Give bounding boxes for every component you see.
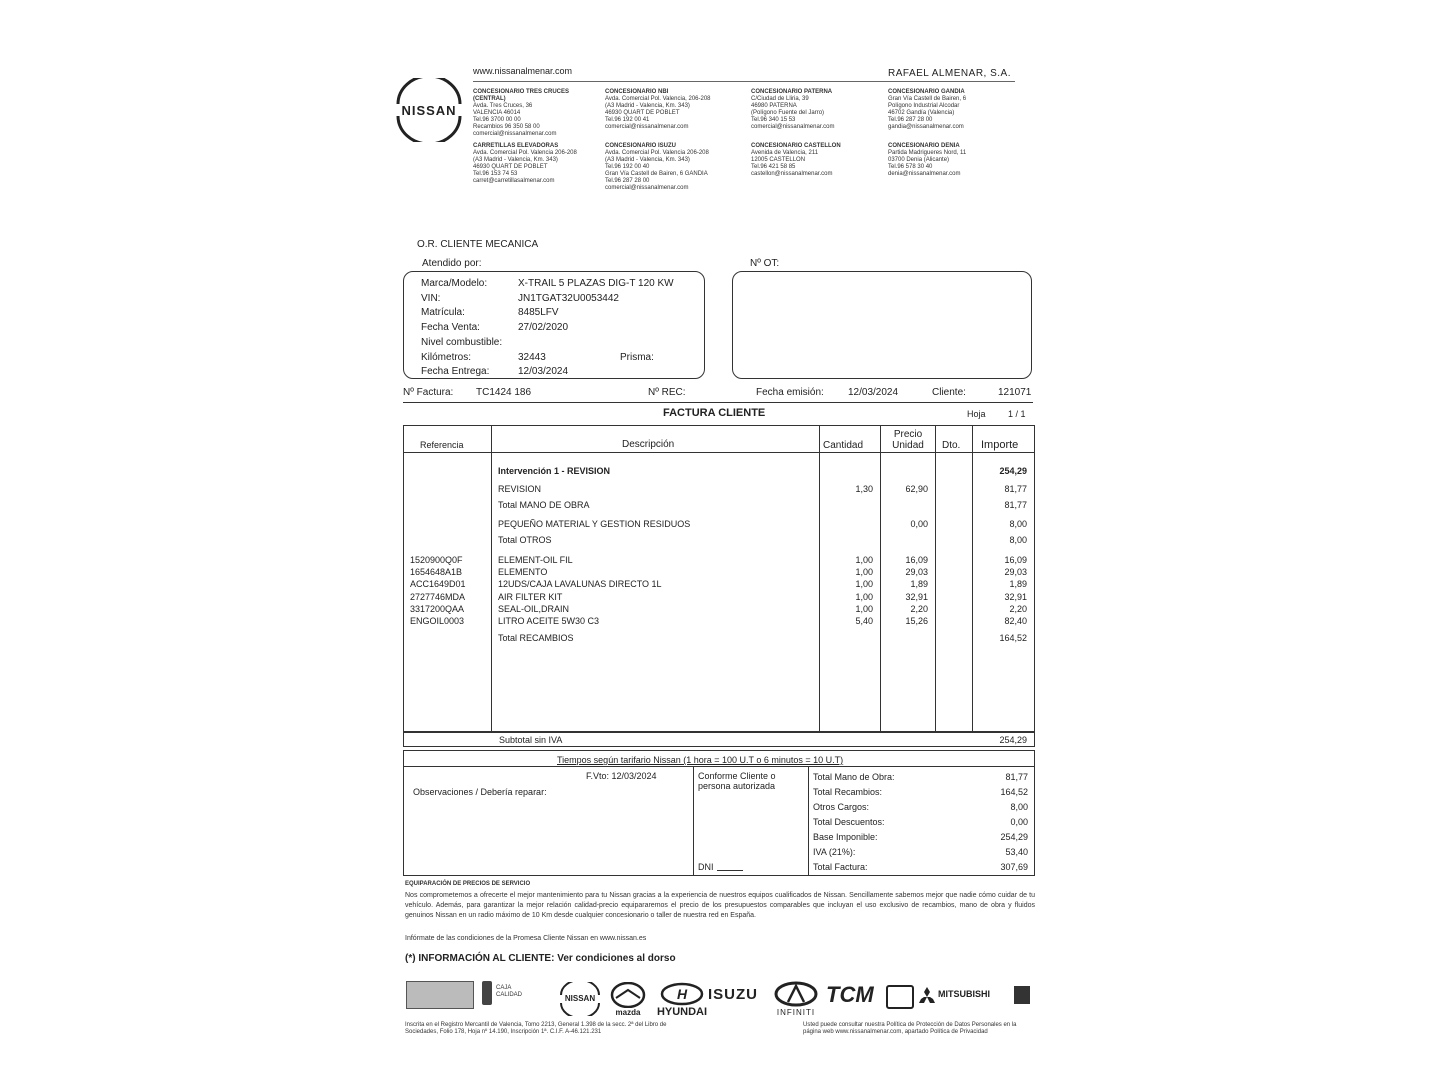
- table-header-rule: [403, 452, 1035, 453]
- vehicle-field-label: Matrícula:: [421, 307, 465, 319]
- row-price: 32,91: [905, 592, 928, 602]
- mazda-brand: [608, 982, 648, 1020]
- calidad-icon: [482, 981, 492, 1005]
- dealer-line: 46930 QUART DE POBLET: [605, 110, 680, 116]
- dealer-line: C/Ciudad de Lliria, 39: [751, 96, 809, 102]
- row-amount: 29,03: [1004, 567, 1027, 577]
- dealer-line: VALENCIA 46014: [473, 110, 521, 116]
- row-desc: LITRO ACEITE 5W30 C3: [498, 616, 600, 626]
- client-info: (*) INFORMACIÓN AL CLIENTE: Ver condiciones al dorso: [405, 953, 676, 964]
- total-value: 81,77: [1005, 772, 1028, 782]
- row-ref: 2727746MDA: [410, 592, 466, 602]
- row-desc: PEQUEÑO MATERIAL Y GESTION RESIDUOS: [498, 519, 691, 529]
- dealer-line: Tel.96 340 15 53: [751, 117, 796, 123]
- tcm-emblem-icon: [886, 985, 914, 1009]
- vehicle-field-label: Marca/Modelo:: [421, 278, 488, 289]
- row-ref: ENGOIL0003: [410, 616, 465, 626]
- dealer-block: [751, 89, 879, 131]
- mazda-text: mazda: [615, 1008, 641, 1017]
- rec-label: Nº REC:: [648, 387, 686, 398]
- dealer-line: Avda. Tres Cruces, 36: [473, 103, 533, 109]
- vehicle-field-value: 27/02/2020: [518, 322, 569, 334]
- dealer-name: CONCESIONARIO TRES CRUCES (CENTRAL): [473, 89, 570, 102]
- dealer-line: comercial@nissanalmenar.com: [605, 185, 689, 191]
- row-ref: 1654648A1B: [410, 567, 463, 577]
- legal-title: EQUIPARACIÓN DE PRECIOS DE SERVICIO: [405, 881, 531, 887]
- dealer-block: [473, 89, 601, 138]
- observaciones-label: Observaciones / Debería reparar:: [413, 787, 547, 797]
- row-desc: REVISION: [498, 484, 542, 494]
- row-price: 2,20: [910, 604, 928, 614]
- header-qty: Cantidad: [823, 440, 864, 451]
- total-value: 53,40: [1005, 847, 1028, 857]
- dealer-line: (Polígono Fuente del Jarro): [751, 110, 825, 116]
- dealer-line: Tel.96 287 28 00: [605, 178, 650, 184]
- nissan-brand-text: NISSAN: [564, 994, 596, 1003]
- hyundai-brand: [652, 982, 712, 1020]
- row-amount: 82,40: [1004, 616, 1027, 626]
- calidad-text: CAJA CALIDAD: [496, 985, 523, 998]
- dealer-block: [473, 143, 601, 185]
- row-amount: 16,09: [1004, 555, 1027, 565]
- registry-text: Inscrita en el Registro Mercantil de Valencia, Tomo 2213, General 1.398 de la secc. 2ª del Libro de Sociedades, Folio 178, Hoja nº 14.190, Inscripción 1ª. C.I.F. A-46.121.231: [405, 1022, 667, 1035]
- dealer-name: CONCESIONARIO NBI: [605, 89, 669, 95]
- total-label: Total Descuentos:: [813, 817, 885, 827]
- row-price: 1,89: [910, 579, 928, 589]
- row-amount: 8,00: [1009, 535, 1027, 545]
- total-value: 164,52: [1000, 787, 1028, 797]
- dealer-block: [888, 143, 1016, 178]
- dealer-name: CONCESIONARIO GANDIA: [888, 89, 965, 95]
- nissan-logo-text: NISSAN: [401, 103, 457, 118]
- dealer-line: 12005 CASTELLON: [751, 157, 806, 163]
- header-rule: [473, 81, 1015, 82]
- nissan-brand: [556, 982, 604, 1016]
- dealer-line: Avda. Comercial Pol. Valencia 206-208: [473, 150, 577, 156]
- legal-text-2: Infórmate de las condiciones de la Promesa Cliente Nissan en www.nissan.es: [405, 935, 647, 942]
- conforme-label: Conforme Cliente o persona autorizada: [698, 771, 776, 791]
- cliente-label: Cliente:: [932, 387, 966, 398]
- invoice-rule: [403, 402, 1033, 403]
- row-ref: 1520900Q0F: [410, 555, 463, 565]
- dealer-line: carret@carretillasalmenar.com: [473, 178, 555, 184]
- dealer-line: 46980 PATERNA: [751, 103, 797, 109]
- subtotal-value: 254,29: [999, 735, 1027, 745]
- row-desc: SEAL-OIL,DRAIN: [498, 604, 570, 614]
- row-amount: 1,89: [1009, 579, 1027, 589]
- dealer-block: [605, 89, 733, 131]
- mitsubishi-brand: [918, 986, 936, 1009]
- total-label: Total Factura:: [813, 862, 868, 872]
- dealer-line: 46930 QUART DE POBLET: [473, 164, 548, 170]
- row-price: 0,00: [910, 519, 928, 529]
- privacy-text: Usted puede consultar nuestra Política de Protección de Datos Personales en la página web www.nissanalmenar.com, apartado Política de Privacidad: [803, 1022, 1017, 1035]
- row-amount: 2,20: [1009, 604, 1027, 614]
- vehicle-field-value: X-TRAIL 5 PLAZAS DIG-T 120 KW: [518, 278, 674, 289]
- nissan-logo: [388, 78, 470, 142]
- hoja-label: Hoja: [967, 409, 986, 419]
- dealer-line: denia@nissanalmenar.com: [888, 171, 961, 177]
- dealer-line: Gran Vía Castell de Bairen, 6: [888, 96, 967, 102]
- legal-text: Nos comprometemos a ofrecerte el mejor mantenimiento para tu Nissan gracias a la experiencia de nuestros equipos cualificados de Nissan. Sencillamente sabemos mejor que nadie cómo cuidar de tu vehículo. Además, para garantizar la mejor relación calidad-precio equipararemos el precio de los presupuestos comparables que incluyan el uso exclusivo de recambios, mano de obra y fluidos genuinos Nissan en un radio máximo de 10 Km desde cualquier concesionario o taller de nuestra red en España.: [405, 892, 1035, 919]
- row-qty: 1,00: [855, 592, 873, 602]
- row-qty: 1,30: [855, 484, 873, 494]
- row-desc: ELEMENT-OIL FIL: [498, 555, 573, 565]
- vehicle-field-label: VIN:: [421, 292, 441, 304]
- row-qty: 1,00: [855, 579, 873, 589]
- vehicle-field-label: Kilómetros:: [421, 351, 472, 363]
- row-desc: Total OTROS: [498, 535, 552, 545]
- total-value: 0,00: [1010, 817, 1028, 827]
- isuzu-logo: ISUZU: [708, 986, 758, 1003]
- dealer-line: Partida Madrigueres Nord, 11: [888, 150, 967, 156]
- fvto: F.Vto: 12/03/2024: [586, 771, 657, 781]
- factura-value: TC1424 186: [476, 387, 532, 398]
- dealer-line: 46702 Gandía (Valencia): [888, 110, 955, 116]
- cliente-value: 121071: [998, 387, 1032, 398]
- hyundai-text: HYUNDAI: [656, 1006, 708, 1018]
- dealer-line: Avenida de Valencia, 211: [751, 150, 819, 156]
- row-ref: ACC1649D01: [410, 579, 466, 589]
- mazda-icon: [608, 982, 648, 1008]
- dealer-name: CONCESIONARIO ISUZU: [605, 143, 677, 149]
- dealer-block: [751, 143, 879, 178]
- dealer-line: Tel.96 153 74 53: [473, 171, 518, 177]
- dealer-line: Tel.96 192 00 41: [605, 117, 650, 123]
- total-label: Total Mano de Obra:: [813, 772, 895, 782]
- dealer-line: comercial@nissanalmenar.com: [605, 124, 689, 130]
- infiniti-text: INFINITI: [776, 1008, 816, 1017]
- row-qty: 1,00: [855, 567, 873, 577]
- row-price: 15,26: [905, 616, 928, 626]
- total-label: Base Imponible:: [813, 832, 878, 842]
- dealer-line: comercial@nissanalmenar.com: [473, 131, 557, 137]
- ot-label: Nº OT:: [750, 258, 780, 269]
- dealer-block: [605, 143, 733, 192]
- dealer-line: gandia@nissanalmenar.com: [888, 124, 964, 130]
- footer-box: [403, 750, 1035, 876]
- dealer-line: Tel.96 578 30 40: [888, 164, 933, 170]
- dealer-line: Tel.96 3700 00 00: [473, 117, 521, 123]
- invoice-title: FACTURA CLIENTE: [663, 407, 766, 419]
- dealer-block: [888, 89, 1016, 131]
- total-label: IVA (21%):: [813, 847, 856, 857]
- row-price: 16,09: [905, 555, 928, 565]
- vehicle-field-value: 8485LFV: [518, 307, 559, 319]
- dealer-line: 03700 Denia (Alicante): [888, 157, 950, 163]
- dealer-line: Tel.96 287 28 00: [888, 117, 933, 123]
- ot-box: [732, 271, 1032, 379]
- dealer-name: CONCESIONARIO CASTELLON: [751, 143, 841, 149]
- row-qty: 5,40: [855, 616, 873, 626]
- header-dto: Dto.: [942, 440, 961, 451]
- website: www.nissanalmenar.com: [473, 66, 573, 76]
- dealer-line: (A3 Madrid - Valencia, Km. 343): [605, 157, 690, 163]
- total-value: 8,00: [1010, 802, 1028, 812]
- header-desc: Descripción: [622, 439, 675, 450]
- row-amount: 164,52: [999, 633, 1027, 643]
- hyundai-icon: [652, 982, 712, 1006]
- infiniti-brand: [770, 980, 822, 1020]
- dealer-name: CARRETILLAS ELEVADORAS: [473, 143, 559, 149]
- infiniti-icon: [770, 980, 822, 1008]
- row-desc: Total RECAMBIOS: [498, 633, 574, 643]
- emision-label: Fecha emisión:: [756, 387, 824, 398]
- forklift-icon: [1014, 986, 1030, 1004]
- row-qty: 1,00: [855, 555, 873, 565]
- dealer-line: Avda. Comercial Pol. Valencia, 206-208: [605, 96, 711, 102]
- row-desc: 12UDS/CAJA LAVALUNAS DIRECTO 1L: [498, 579, 662, 589]
- dealer-line: Recambios 96 350 58 00: [473, 124, 540, 130]
- row-ref: 3317200QAA: [410, 604, 465, 614]
- hoja-value: 1 / 1: [1008, 409, 1026, 419]
- vehicle-field-value: JN1TGAT32U0053442: [518, 292, 619, 304]
- row-amount: 32,91: [1004, 592, 1027, 602]
- row-amount: 254,29: [999, 466, 1027, 476]
- row-desc: Total MANO DE OBRA: [498, 500, 590, 510]
- dealer-line: Gran Vía Castell de Bairen, 6 GANDIA: [605, 171, 708, 177]
- header-ref: Referencia: [420, 440, 464, 450]
- row-amount: 81,77: [1004, 500, 1027, 510]
- row-price: 29,03: [905, 567, 928, 577]
- row-desc: AIR FILTER KIT: [498, 592, 563, 602]
- dealer-line: Tel.96 421 58 85: [751, 164, 796, 170]
- dealer-line: Polígono Industrial Alcodar: [888, 103, 960, 109]
- header-price: Precio Unidad: [892, 429, 924, 451]
- dealer-line: Avda. Comercial Pol. Valencia 206-208: [605, 150, 709, 156]
- vehicle-field-value: 32443: [518, 351, 546, 363]
- row-desc: Intervención 1 - REVISION: [498, 466, 611, 476]
- dealer-name: CONCESIONARIO DENIA: [888, 143, 960, 149]
- vehicle-field-label: Nivel combustible:: [421, 336, 503, 348]
- company-name: RAFAEL ALMENAR, S.A.: [888, 68, 1012, 79]
- row-price: 62,90: [905, 484, 928, 494]
- dealer-name: CONCESIONARIO PATERNA: [751, 89, 833, 95]
- row-qty: 1,00: [855, 604, 873, 614]
- row-amount: 8,00: [1009, 519, 1027, 529]
- total-value: 307,69: [1000, 862, 1028, 872]
- tiempos-text: Tiempos según tarifario Nissan (1 hora = 100 U.T o 6 minutos = 10 U.T): [557, 755, 844, 765]
- subtotal-box: [403, 732, 1035, 747]
- dealer-line: (A3 Madrid - Valencia, Km. 343): [605, 103, 690, 109]
- total-label: Otros Cargos:: [813, 802, 870, 812]
- dni-label: DNI: [698, 862, 714, 872]
- tcm-logo: TCM: [826, 982, 874, 1007]
- dealer-line: castellon@nissanalmenar.com: [751, 171, 833, 177]
- total-value: 254,29: [1000, 832, 1028, 842]
- header-amount: Importe: [981, 439, 1019, 451]
- row-desc: ELEMENTO: [498, 567, 548, 577]
- total-label: Total Recambios:: [813, 787, 883, 797]
- mitsubishi-text: MITSUBISHI: [938, 989, 991, 999]
- doc-type: O.R. CLIENTE MECANICA: [417, 239, 539, 250]
- vehicle-field-label: Fecha Entrega:: [421, 366, 490, 378]
- subtotal-label: Subtotal sin IVA: [499, 735, 563, 745]
- svg-text:H: H: [676, 986, 688, 1002]
- factura-label: Nº Factura:: [403, 387, 454, 398]
- row-amount: 81,77: [1004, 484, 1027, 494]
- dealer-line: (A3 Madrid - Valencia, Km. 343): [473, 157, 558, 163]
- dealer-line: Tel.96 192 00 40: [605, 164, 650, 170]
- vehicle-field-label: Fecha Venta:: [421, 322, 480, 334]
- dealer-line: comercial@nissanalmenar.com: [751, 124, 835, 130]
- emision-value: 12/03/2024: [848, 387, 899, 398]
- quality-badge: [406, 981, 474, 1009]
- attended-label: Atendido por:: [422, 258, 482, 269]
- prisma-label: Prisma:: [620, 352, 654, 363]
- vehicle-field-value: 12/03/2024: [518, 366, 569, 378]
- mitsubishi-icon: [918, 986, 936, 1004]
